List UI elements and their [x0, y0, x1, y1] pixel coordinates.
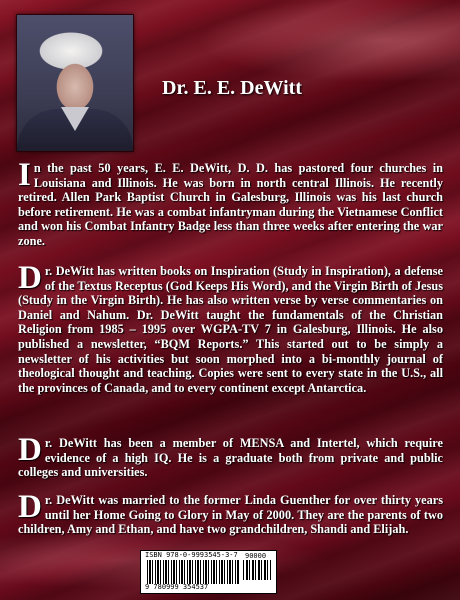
price-barcode-bars [243, 560, 271, 580]
bio-paragraph-4 [18, 489, 443, 537]
bio-paragraph-1 [18, 157, 443, 249]
dropcap: I [18, 157, 31, 193]
author-photo [16, 14, 134, 152]
dropcap: D [18, 260, 42, 296]
isbn-barcode [140, 550, 277, 594]
bio-paragraph-2 [18, 260, 443, 395]
ean-digits: 9 780999 354537 [145, 583, 209, 591]
paragraph-text: r. DeWitt was married to the former Linda Guenther for over thirty years until her Home Going to Glory in May of 2000. They are the parents of two children, Amy and Ethan, and have two grandchildren, Shandi and Elijah. [18, 493, 443, 537]
dropcap: D [18, 432, 42, 468]
isbn-label: ISBN 978-0-9993545-3-7 [145, 551, 238, 559]
price-code: 90000 [245, 552, 267, 560]
paragraph-text: r. DeWitt has been a member of MENSA and Intertel, which require evidence of a high IQ. He is a graduate both from private and public colleges and universities. [18, 436, 443, 480]
paragraph-text: r. DeWitt has written books on Inspiration (Study in Inspiration), a defense of the Textus Receptus (God Keeps His Word), and the Virgin Birth of Jesus (Study in the Virgin Birth). He has also written verse by verse commentaries on Daniel and Nahum. Dr. DeWitt taught the fundamentals of the Christian Religion from 1985 – 1995 over WGPA-TV 7 in Galesburg, Illinois. He also published a newsletter, “BQM Reports.” This started out to be simply a newsletter of his activities but soon morphed into a bi-monthly journal of theological thought and teaching. Copies were sent to every state in the U.S., all the provinces of Canada, and to every continent except Antarctica. [18, 264, 443, 395]
bio-paragraph-3 [18, 432, 443, 480]
paragraph-text: n the past 50 years, E. E. DeWitt, D. D. has pastored four churches in Louisiana and Illinois. He was born in north central Illinois. He recently retired. Allen Park Baptist Church in Galesburg, Illinois was his last church before retirement. He was a combat infantryman during the Vietnamese Conflict and won his Combat Infantry Badge less than three weeks after entering the war zone. [18, 161, 443, 248]
dropcap: D [18, 489, 42, 525]
author-name-heading: Dr. E. E. DeWitt [162, 77, 302, 99]
barcode-bars [147, 560, 239, 584]
